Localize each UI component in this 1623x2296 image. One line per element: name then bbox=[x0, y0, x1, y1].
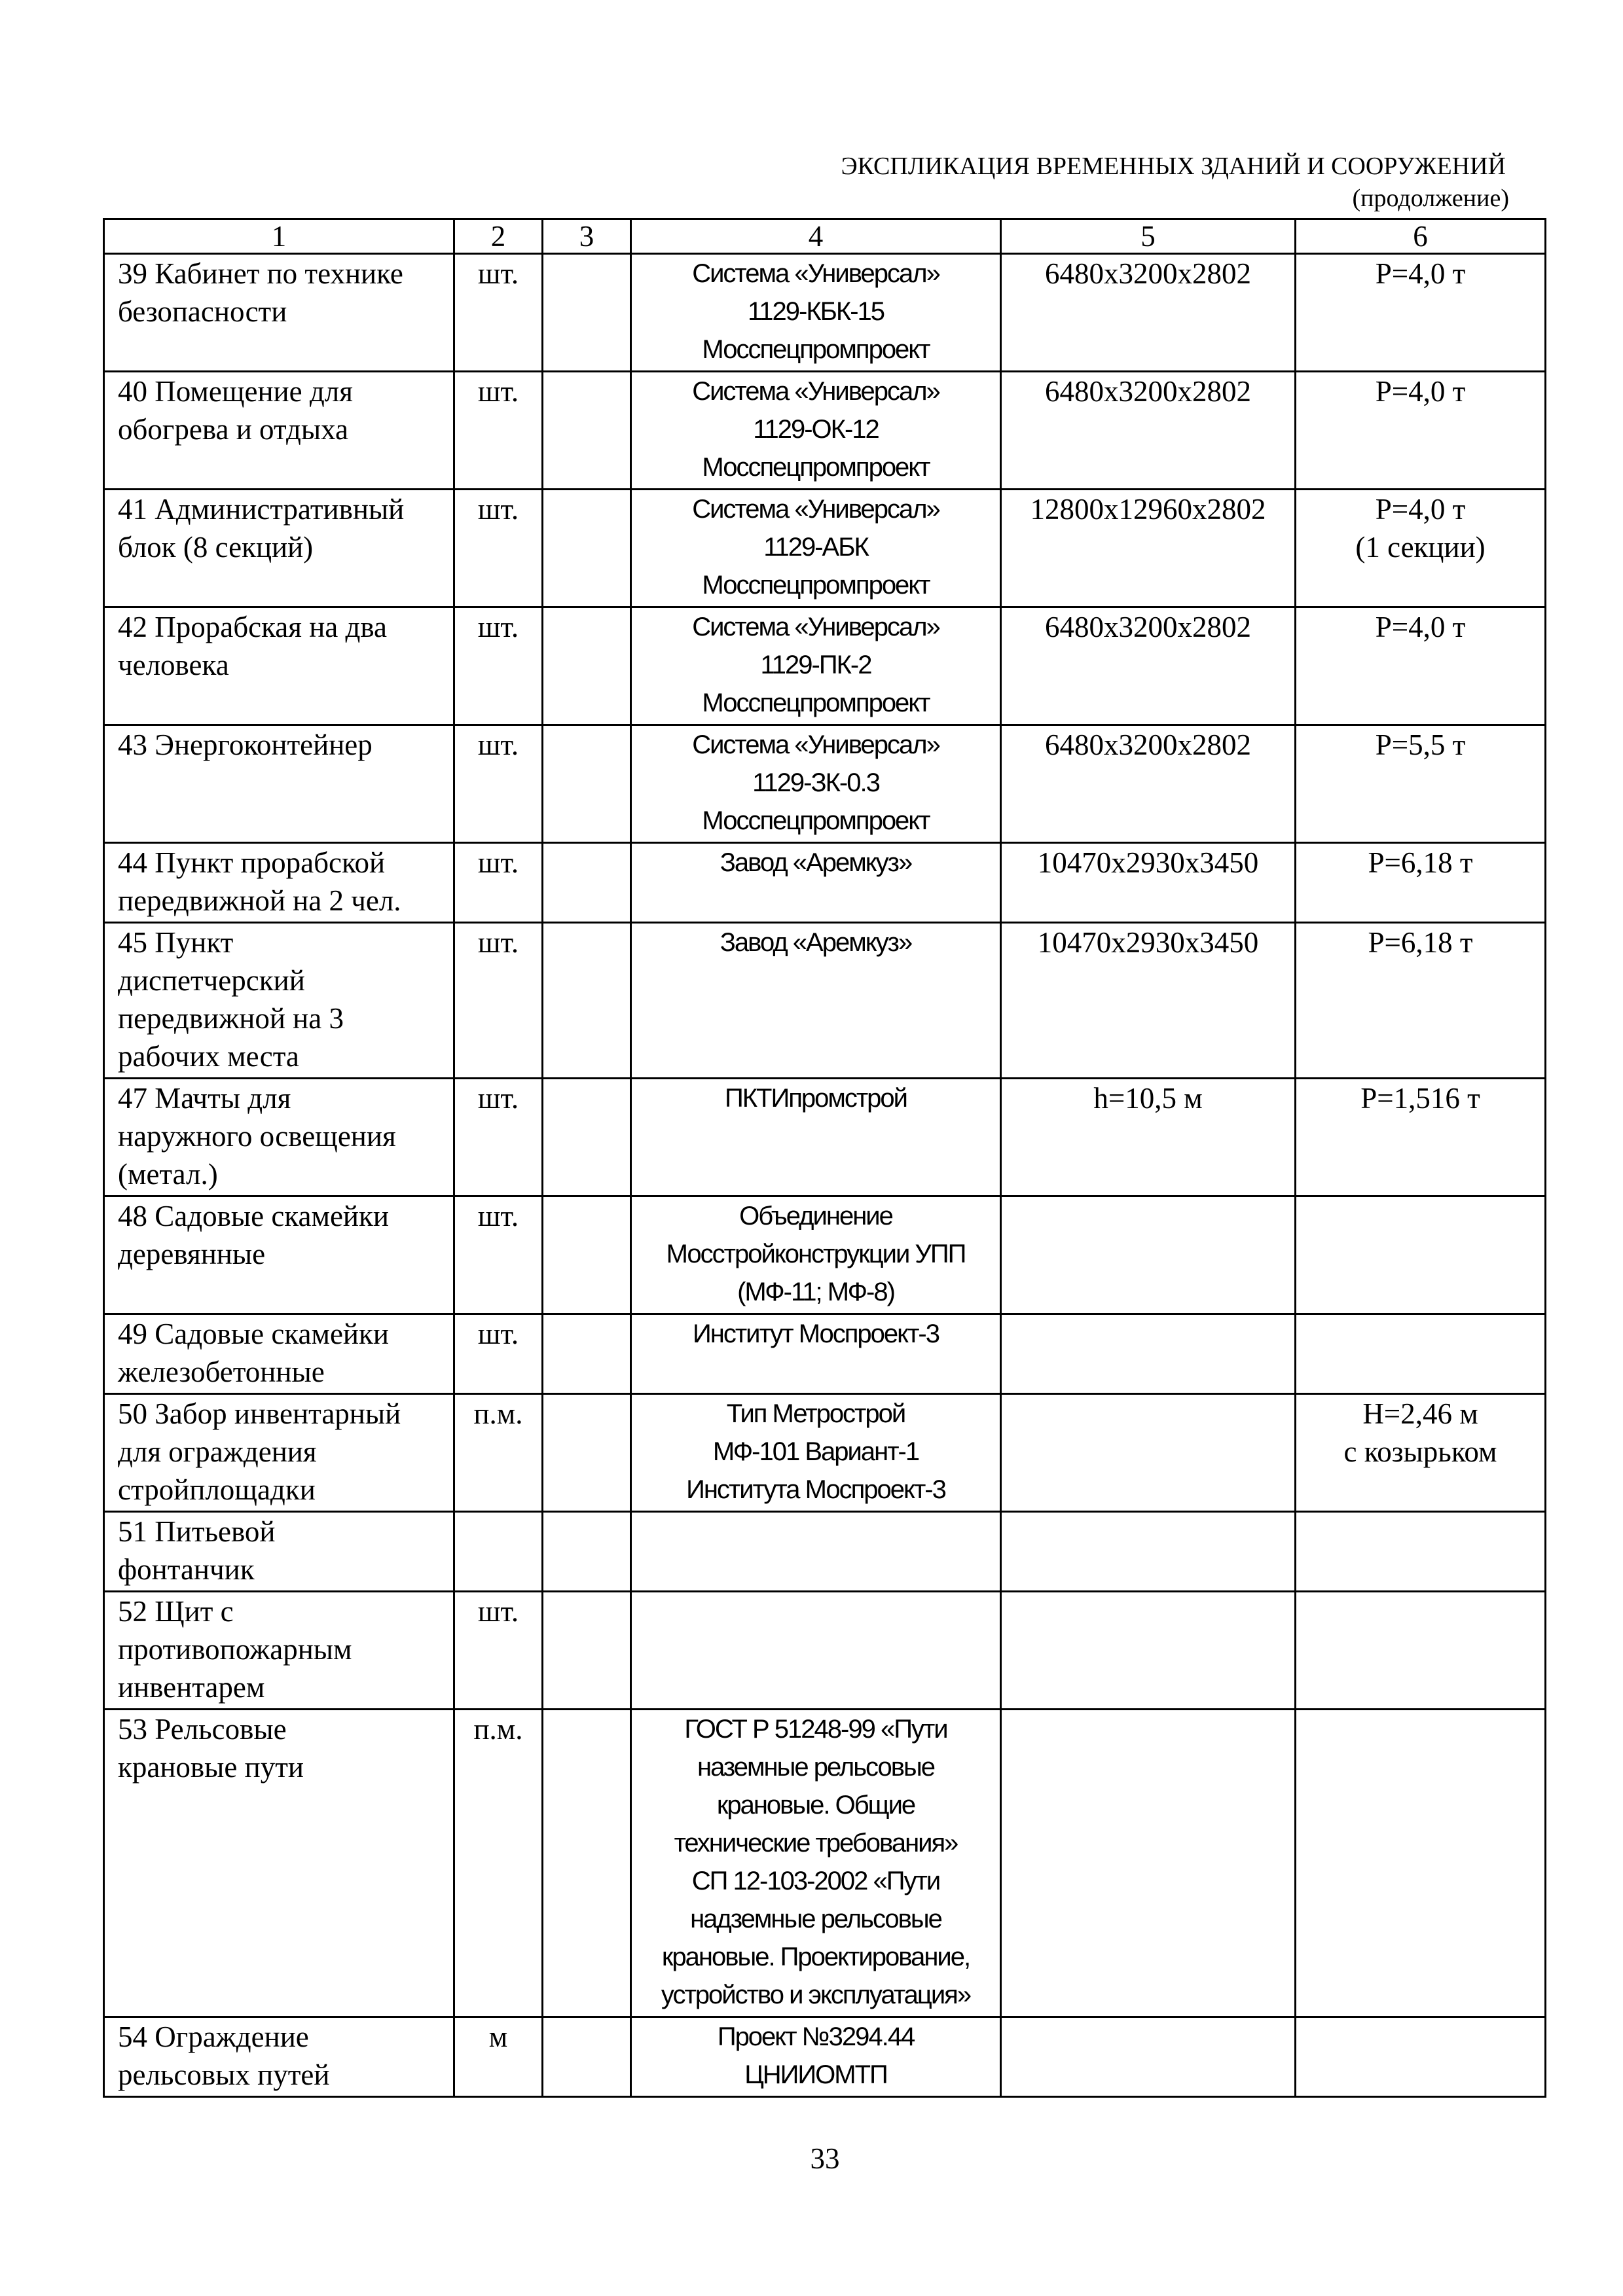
source-cell-line: Завод «Аремкуз» bbox=[720, 928, 912, 957]
dimensions-cell bbox=[1001, 254, 1296, 372]
source-cell-line: 1129-КБК-15 bbox=[748, 297, 884, 326]
column-header: 3 bbox=[543, 219, 631, 254]
item-name-cell-line: (метал.) bbox=[118, 1158, 218, 1191]
source-cell-line: (МФ-11; МФ-8) bbox=[737, 1278, 894, 1306]
item-name-cell-line: безопасности bbox=[118, 295, 287, 328]
page-number: 33 bbox=[810, 2142, 840, 2175]
item-name-cell-line: рабочих места bbox=[118, 1040, 299, 1073]
item-name-cell-line: 43 Энергоконтейнер bbox=[118, 728, 373, 761]
dimensions-cell bbox=[1001, 1314, 1296, 1394]
table-row bbox=[104, 607, 1546, 725]
table-row bbox=[104, 1394, 1546, 1512]
quantity-cell bbox=[543, 1512, 631, 1592]
dimensions-cell bbox=[1001, 1079, 1296, 1196]
item-name-cell bbox=[104, 725, 454, 843]
item-name-cell-line: 41 Административный bbox=[118, 493, 405, 526]
weight-cell bbox=[1296, 725, 1546, 843]
item-name-cell-line: передвижной на 2 чел. bbox=[118, 884, 401, 917]
unit-cell: п.м. bbox=[454, 1394, 543, 1512]
weight-cell bbox=[1296, 843, 1546, 923]
item-name-cell bbox=[104, 2017, 454, 2097]
table-row bbox=[104, 1314, 1546, 1394]
weight-cell bbox=[1296, 607, 1546, 725]
item-name-cell-line: 47 Мачты для bbox=[118, 1082, 291, 1115]
item-name-cell-line: крановые пути bbox=[118, 1751, 304, 1784]
document-title: ЭКСПЛИКАЦИЯ ВРЕМЕННЫХ ЗДАНИЙ И СООРУЖЕНИЙ bbox=[841, 152, 1506, 180]
item-name-cell bbox=[104, 843, 454, 923]
quantity-cell bbox=[543, 1314, 631, 1394]
table-row bbox=[104, 1592, 1546, 1710]
item-name-cell bbox=[104, 1314, 454, 1394]
weight-cell bbox=[1296, 1079, 1546, 1196]
source-cell-line: устройство и эксплуатация» bbox=[661, 1981, 971, 2009]
weight-cell bbox=[1296, 923, 1546, 1079]
quantity-cell bbox=[543, 923, 631, 1079]
source-cell bbox=[631, 923, 1001, 1079]
item-name-cell-line: противопожарным bbox=[118, 1633, 352, 1666]
weight-cell-line: с козырьком bbox=[1343, 1435, 1497, 1468]
item-name-cell bbox=[104, 1512, 454, 1592]
weight-cell-line: Н=2,46 м bbox=[1362, 1397, 1478, 1430]
source-cell-line: Система «Универсал» bbox=[692, 495, 939, 524]
source-cell-line: Мосспецпромпроект bbox=[702, 335, 930, 364]
weight-cell-line: Р=4,0 т bbox=[1375, 375, 1466, 408]
source-cell bbox=[631, 843, 1001, 923]
dimensions-cell bbox=[1001, 1196, 1296, 1314]
weight-cell-line: Р=6,18 т bbox=[1368, 926, 1473, 959]
item-name-cell-line: 50 Забор инвентарный bbox=[118, 1397, 401, 1430]
item-name-cell-line: 49 Садовые скамейки bbox=[118, 1318, 389, 1350]
dimensions-cell-line: 6480х3200х2802 bbox=[1045, 257, 1251, 290]
unit-cell: п.м. bbox=[454, 1710, 543, 2017]
weight-cell bbox=[1296, 490, 1546, 607]
source-cell-line: Проект №3294.44 bbox=[717, 2022, 915, 2051]
source-cell bbox=[631, 1512, 1001, 1592]
table-row bbox=[104, 725, 1546, 843]
source-cell bbox=[631, 1196, 1001, 1314]
table-row bbox=[104, 923, 1546, 1079]
item-name-cell-line: 42 Прорабская на два bbox=[118, 611, 388, 643]
dimensions-cell bbox=[1001, 490, 1296, 607]
item-name-cell-line: рельсовых путей bbox=[118, 2058, 330, 2091]
source-cell-line: ПКТИпромстрой bbox=[724, 1084, 907, 1113]
source-cell bbox=[631, 725, 1001, 843]
quantity-cell bbox=[543, 1196, 631, 1314]
unit-cell: шт. bbox=[454, 1196, 543, 1314]
table-row bbox=[104, 843, 1546, 923]
item-name-cell-line: блок (8 секций) bbox=[118, 531, 314, 564]
weight-cell-line: (1 секции) bbox=[1355, 531, 1486, 564]
weight-cell bbox=[1296, 254, 1546, 372]
source-cell bbox=[631, 1079, 1001, 1196]
source-cell bbox=[631, 1592, 1001, 1710]
quantity-cell bbox=[543, 1710, 631, 2017]
unit-cell: шт. bbox=[454, 923, 543, 1079]
weight-cell-line: Р=4,0 т bbox=[1375, 257, 1466, 290]
source-cell bbox=[631, 607, 1001, 725]
column-header: 6 bbox=[1296, 219, 1546, 254]
item-name-cell-line: стройплощадки bbox=[118, 1473, 316, 1506]
dimensions-cell bbox=[1001, 923, 1296, 1079]
table-row bbox=[104, 1512, 1546, 1592]
table-row bbox=[104, 2017, 1546, 2097]
quantity-cell bbox=[543, 607, 631, 725]
quantity-cell bbox=[543, 1394, 631, 1512]
source-cell bbox=[631, 490, 1001, 607]
table-row bbox=[104, 1710, 1546, 2017]
dimensions-cell bbox=[1001, 1710, 1296, 2017]
source-cell-line: СП 12-103-2002 «Пути bbox=[691, 1867, 940, 1895]
unit-cell: шт. bbox=[454, 254, 543, 372]
item-name-cell-line: обогрева и отдыха bbox=[118, 413, 349, 446]
table-row bbox=[104, 1196, 1546, 1314]
item-name-cell-line: 39 Кабинет по технике bbox=[118, 257, 403, 290]
explication-table bbox=[103, 218, 1546, 2098]
item-name-cell-line: передвижной на 3 bbox=[118, 1002, 344, 1035]
quantity-cell bbox=[543, 1079, 631, 1196]
source-cell-line: Система «Универсал» bbox=[692, 259, 939, 288]
source-cell-line: Институт Моспроект-3 bbox=[693, 1319, 939, 1348]
unit-cell: шт. bbox=[454, 372, 543, 490]
source-cell-line: Мосспецпромпроект bbox=[702, 689, 930, 717]
source-cell-line: Система «Универсал» bbox=[692, 377, 939, 406]
source-cell-line: крановые. Проектирование, bbox=[661, 1943, 970, 1971]
weight-cell-line: Р=4,0 т bbox=[1375, 611, 1466, 643]
unit-cell: шт. bbox=[454, 607, 543, 725]
source-cell-line: Мосстройконструкции УПП bbox=[666, 1240, 966, 1268]
unit-cell: шт. bbox=[454, 1079, 543, 1196]
dimensions-cell bbox=[1001, 1394, 1296, 1512]
source-cell-line: Мосспецпромпроект bbox=[702, 806, 930, 835]
source-cell-line: 1129-АБК bbox=[763, 533, 868, 562]
dimensions-cell-line: 6480х3200х2802 bbox=[1045, 375, 1251, 408]
dimensions-cell-line: 10470х2930х3450 bbox=[1037, 926, 1259, 959]
source-cell bbox=[631, 372, 1001, 490]
item-name-cell bbox=[104, 607, 454, 725]
source-cell-line: ГОСТ Р 51248-99 «Пути bbox=[684, 1715, 947, 1744]
item-name-cell-line: 48 Садовые скамейки bbox=[118, 1200, 389, 1232]
item-name-cell bbox=[104, 254, 454, 372]
item-name-cell-line: фонтанчик bbox=[118, 1553, 255, 1586]
source-cell-line: Завод «Аремкуз» bbox=[720, 848, 912, 877]
source-cell-line: надземные рельсовые bbox=[690, 1905, 941, 1933]
source-cell-line: технические требования» bbox=[674, 1829, 958, 1857]
item-name-cell bbox=[104, 1394, 454, 1512]
source-cell-line: МФ-101 Вариант-1 bbox=[712, 1437, 919, 1466]
table-row bbox=[104, 1079, 1546, 1196]
item-name-cell bbox=[104, 1592, 454, 1710]
item-name-cell-line: наружного освещения bbox=[118, 1120, 396, 1153]
column-header: 1 bbox=[104, 219, 454, 254]
source-cell-line: Система «Универсал» bbox=[692, 730, 939, 759]
item-name-cell-line: 51 Питьевой bbox=[118, 1515, 276, 1548]
weight-cell bbox=[1296, 372, 1546, 490]
quantity-cell bbox=[543, 254, 631, 372]
unit-cell: шт. bbox=[454, 1314, 543, 1394]
weight-cell-line: Р=4,0 т bbox=[1375, 493, 1466, 526]
column-header: 5 bbox=[1001, 219, 1296, 254]
dimensions-cell bbox=[1001, 1592, 1296, 1710]
source-cell bbox=[631, 1314, 1001, 1394]
weight-cell bbox=[1296, 1196, 1546, 1314]
table-header-row bbox=[104, 219, 1546, 254]
source-cell-line: Система «Универсал» bbox=[692, 613, 939, 641]
item-name-cell bbox=[104, 923, 454, 1079]
source-cell-line: крановые. Общие bbox=[716, 1791, 915, 1820]
unit-cell: шт. bbox=[454, 1592, 543, 1710]
source-cell-line: ЦНИИОМТП bbox=[744, 2060, 887, 2089]
item-name-cell-line: диспетчерский bbox=[118, 964, 305, 997]
item-name-cell-line: железобетонные bbox=[118, 1355, 325, 1388]
source-cell-line: наземные рельсовые bbox=[697, 1753, 934, 1782]
dimensions-cell-line: 6480х3200х2802 bbox=[1045, 728, 1251, 761]
table-row bbox=[104, 372, 1546, 490]
weight-cell bbox=[1296, 1314, 1546, 1394]
dimensions-cell-line: h=10,5 м bbox=[1093, 1082, 1203, 1115]
source-cell bbox=[631, 1394, 1001, 1512]
item-name-cell-line: 52 Щит с bbox=[118, 1595, 234, 1628]
item-name-cell-line: 54 Ограждение bbox=[118, 2020, 309, 2053]
item-name-cell-line: для ограждения bbox=[118, 1435, 317, 1468]
unit-cell: шт. bbox=[454, 490, 543, 607]
weight-cell bbox=[1296, 2017, 1546, 2097]
table-row bbox=[104, 254, 1546, 372]
weight-cell bbox=[1296, 1592, 1546, 1710]
quantity-cell bbox=[543, 1592, 631, 1710]
unit-cell bbox=[454, 1512, 543, 1592]
item-name-cell-line: 45 Пункт bbox=[118, 926, 234, 959]
source-cell-line: 1129-ЗК-0.3 bbox=[752, 768, 879, 797]
source-cell-line: 1129-ПК-2 bbox=[760, 651, 871, 679]
source-cell-line: Института Моспроект-3 bbox=[686, 1475, 945, 1504]
dimensions-cell-line: 12800х12960х2802 bbox=[1030, 493, 1266, 526]
source-cell bbox=[631, 254, 1001, 372]
item-name-cell-line: 53 Рельсовые bbox=[118, 1713, 287, 1746]
dimensions-cell bbox=[1001, 843, 1296, 923]
quantity-cell bbox=[543, 843, 631, 923]
item-name-cell-line: 44 Пункт прорабской bbox=[118, 846, 386, 879]
item-name-cell bbox=[104, 490, 454, 607]
dimensions-cell bbox=[1001, 725, 1296, 843]
source-cell-line: Объединение bbox=[739, 1202, 892, 1230]
unit-cell: м bbox=[454, 2017, 543, 2097]
source-cell bbox=[631, 2017, 1001, 2097]
quantity-cell bbox=[543, 725, 631, 843]
dimensions-cell bbox=[1001, 372, 1296, 490]
item-name-cell-line: 40 Помещение для bbox=[118, 375, 353, 408]
dimensions-cell bbox=[1001, 607, 1296, 725]
item-name-cell-line: человека bbox=[118, 649, 229, 681]
quantity-cell bbox=[543, 2017, 631, 2097]
dimensions-cell-line: 10470х2930х3450 bbox=[1037, 846, 1259, 879]
quantity-cell bbox=[543, 372, 631, 490]
weight-cell-line: Р=5,5 т bbox=[1375, 728, 1466, 761]
source-cell-line: Тип Метрострой bbox=[726, 1399, 905, 1428]
source-cell-line: Мосспецпромпроект bbox=[702, 571, 930, 600]
item-name-cell bbox=[104, 1079, 454, 1196]
source-cell bbox=[631, 1710, 1001, 2017]
source-cell-line: 1129-ОК-12 bbox=[753, 415, 879, 444]
document-subtitle: (продолжение) bbox=[1352, 185, 1509, 212]
item-name-cell-line: инвентарем bbox=[118, 1671, 265, 1704]
column-header: 2 bbox=[454, 219, 543, 254]
weight-cell bbox=[1296, 1512, 1546, 1592]
weight-cell bbox=[1296, 1394, 1546, 1512]
dimensions-cell bbox=[1001, 2017, 1296, 2097]
item-name-cell bbox=[104, 1710, 454, 2017]
table-row bbox=[104, 490, 1546, 607]
item-name-cell-line: деревянные bbox=[118, 1238, 266, 1270]
dimensions-cell bbox=[1001, 1512, 1296, 1592]
column-header: 4 bbox=[631, 219, 1001, 254]
item-name-cell bbox=[104, 1196, 454, 1314]
unit-cell: шт. bbox=[454, 843, 543, 923]
weight-cell-line: Р=1,516 т bbox=[1360, 1082, 1480, 1115]
unit-cell: шт. bbox=[454, 725, 543, 843]
dimensions-cell-line: 6480х3200х2802 bbox=[1045, 611, 1251, 643]
weight-cell bbox=[1296, 1710, 1546, 2017]
item-name-cell bbox=[104, 372, 454, 490]
source-cell-line: Мосспецпромпроект bbox=[702, 453, 930, 482]
quantity-cell bbox=[543, 490, 631, 607]
weight-cell-line: Р=6,18 т bbox=[1368, 846, 1473, 879]
